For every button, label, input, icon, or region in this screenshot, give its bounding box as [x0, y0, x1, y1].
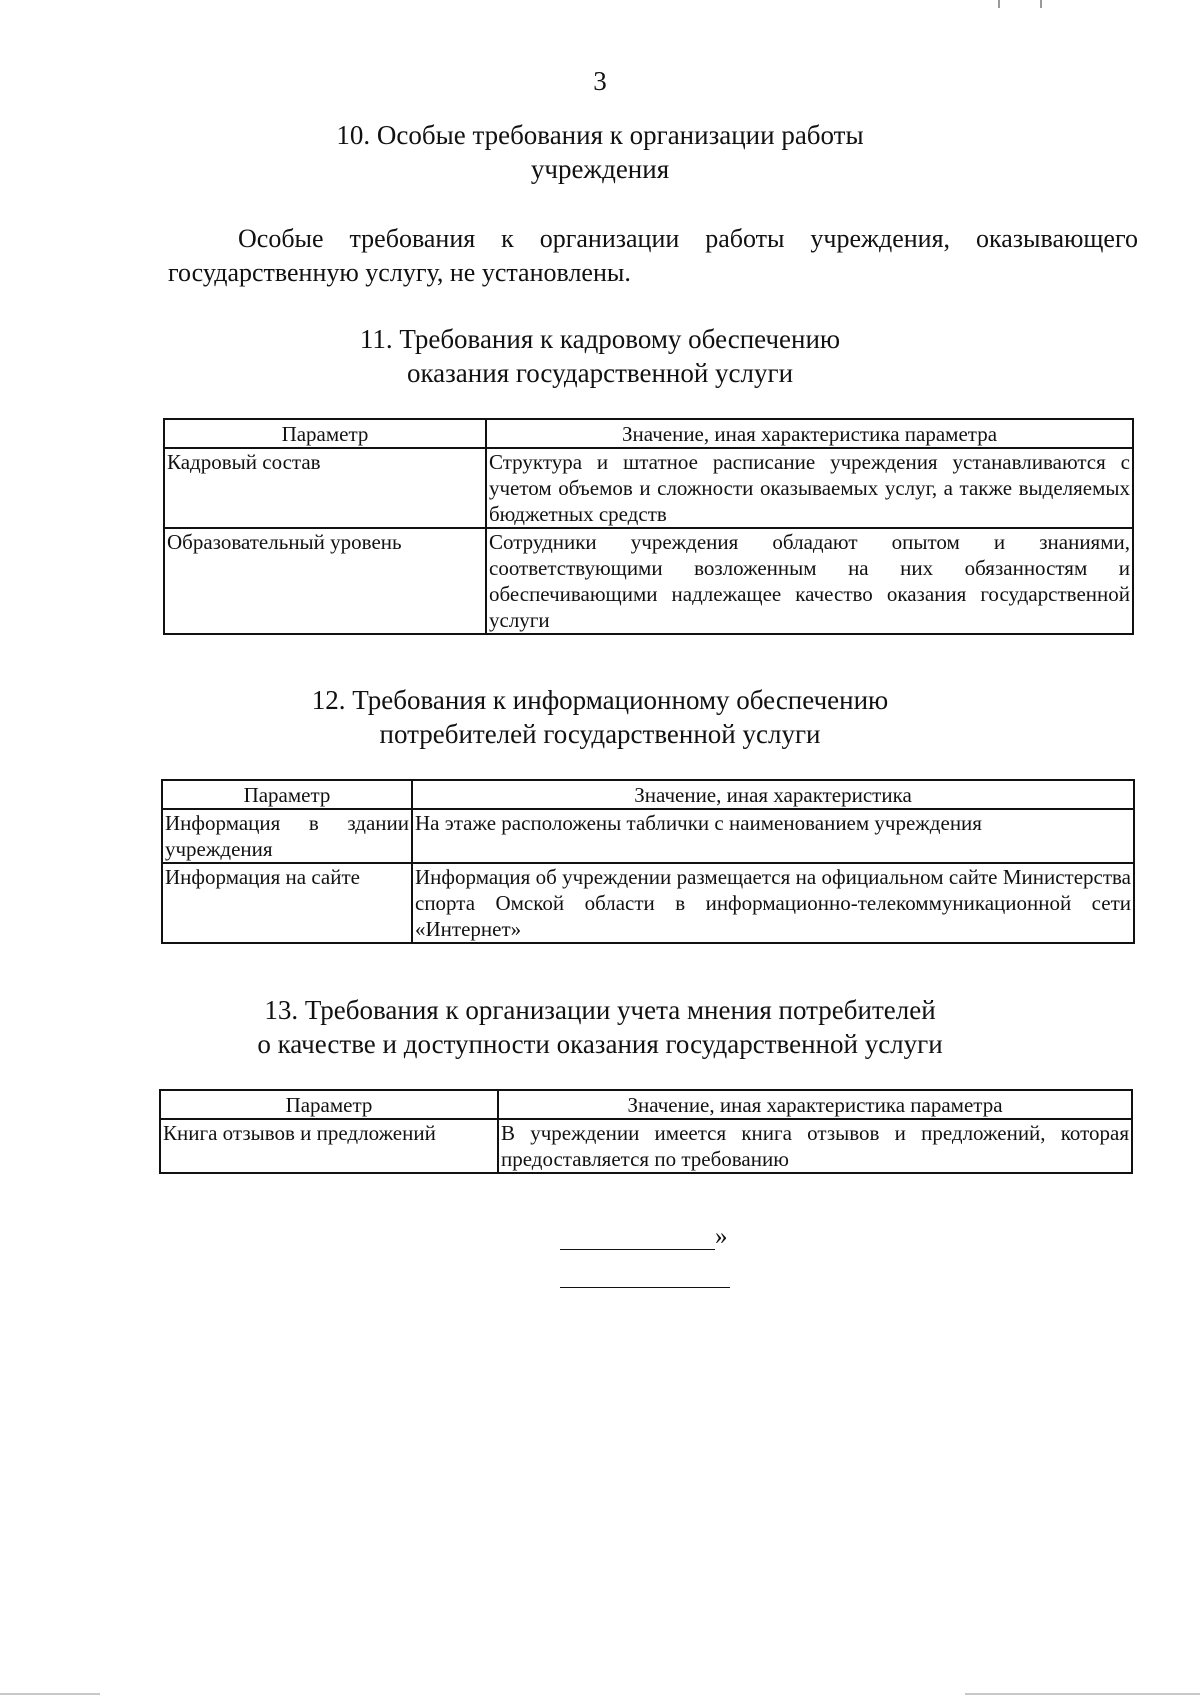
column-header-value: Значение, иная характеристика параметра — [486, 419, 1133, 448]
scan-artifact — [965, 1693, 1200, 1695]
section-12-heading-line2: потребителей государственной услуги — [379, 719, 821, 749]
parameter-cell: Информация на сайте — [162, 863, 412, 943]
section-13-heading — [0, 993, 1200, 1061]
table-row — [162, 863, 1134, 943]
column-header-parameter: Параметр — [164, 419, 486, 448]
column-header-parameter: Параметр — [162, 780, 412, 809]
table-row — [164, 448, 1133, 528]
column-header-value: Значение, иная характеристика — [412, 780, 1134, 809]
section-13-heading-line2: о качестве и доступности оказания государственной услуги — [257, 1029, 943, 1059]
closing-signature-lines — [560, 1223, 730, 1253]
value-cell: Информация об учреждении размещается на официальном сайте Министерства спорта Омской области в информационно-телекоммуникационной сети «Интернет» — [412, 863, 1134, 943]
scan-artifact — [998, 0, 1000, 8]
page-number: 3 — [593, 66, 607, 96]
table-header-row — [160, 1090, 1132, 1119]
table-row — [160, 1119, 1132, 1173]
scan-artifact — [1040, 0, 1042, 8]
parameter-cell: Информация в здании учреждения — [162, 809, 412, 863]
feedback-table — [159, 1089, 1133, 1174]
closing-quote: » — [715, 1223, 728, 1250]
value-cell: На этаже расположены таблички с наименованием учреждения — [412, 809, 1134, 863]
section-10-heading-line1: 10. Особые требования к организации работы — [336, 120, 864, 150]
table-row — [164, 528, 1133, 634]
section-10-paragraph: Особые требования к организации работы учреждения, оказывающего государственную услугу, не установлены. — [168, 224, 1138, 287]
value-cell: Структура и штатное расписание учреждения устанавливаются с учетом объемов и сложности оказываемых услуг, а также выделяемых бюджетных средств — [486, 448, 1133, 528]
section-11-heading-line1: 11. Требования к кадровому обеспечению — [359, 324, 841, 354]
section-12-heading-line1: 12. Требования к информационному обеспечению — [311, 685, 889, 715]
section-11-heading-line2: оказания государственной услуги — [406, 358, 794, 388]
section-13-heading-line1: 13. Требования к организации учета мнения потребителей — [264, 995, 936, 1025]
column-header-value: Значение, иная характеристика параметра — [498, 1090, 1132, 1119]
section-10-heading — [0, 118, 1200, 186]
scan-artifact — [0, 1693, 100, 1695]
table-row — [162, 809, 1134, 863]
parameter-cell: Книга отзывов и предложений — [160, 1119, 498, 1173]
parameter-cell: Образовательный уровень — [164, 528, 486, 634]
staffing-table — [163, 418, 1134, 635]
value-cell: Сотрудники учреждения обладают опытом и знаниями, соответствующими возложенным на них обязанностям и обеспечивающими надлежащее качество оказания государственной услуги — [486, 528, 1133, 634]
signature-line — [560, 1249, 715, 1250]
table-header-row — [164, 419, 1133, 448]
section-11-heading — [0, 322, 1200, 390]
value-cell: В учреждении имеется книга отзывов и предложений, которая предоставляется по требованию — [498, 1119, 1132, 1173]
signature-line-lower — [560, 1287, 730, 1288]
information-table — [161, 779, 1135, 944]
section-10-heading-line2: учреждения — [530, 154, 670, 184]
section-12-heading — [0, 683, 1200, 751]
column-header-parameter: Параметр — [160, 1090, 498, 1119]
parameter-cell: Кадровый состав — [164, 448, 486, 528]
table-header-row — [162, 780, 1134, 809]
